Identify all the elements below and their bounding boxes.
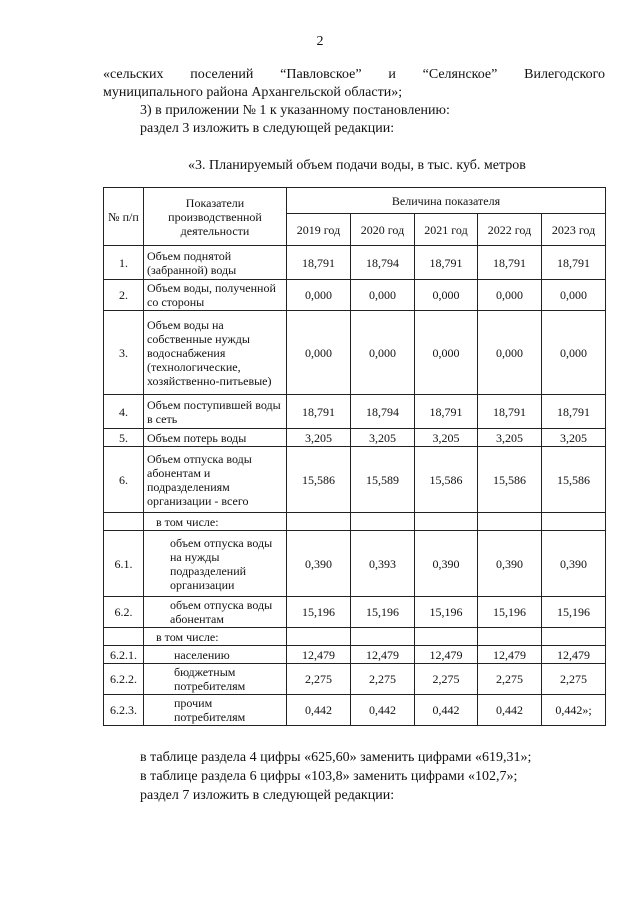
- row-value: 0,393: [351, 531, 415, 597]
- row-label: Объем воды, полученной со стороны: [144, 280, 287, 311]
- row-value: 12,479: [415, 646, 478, 664]
- table-row: [104, 311, 606, 395]
- row-value: [542, 513, 606, 531]
- row-value: 2,275: [415, 664, 478, 695]
- row-value: 0,390: [415, 531, 478, 597]
- table-row: [104, 395, 606, 429]
- row-value: 2,275: [351, 664, 415, 695]
- row-value: 2,275: [478, 664, 542, 695]
- row-number: 6.2.2.: [104, 664, 144, 695]
- table-row: [104, 664, 606, 695]
- table-row: [104, 246, 606, 280]
- row-value: [542, 628, 606, 646]
- row-value: [351, 513, 415, 531]
- row-label: Объем отпуска воды абонентам и подразделениям организации - всего: [144, 447, 287, 513]
- row-value: 0,000: [542, 280, 606, 311]
- row-value: 18,794: [351, 246, 415, 280]
- table-row: [104, 646, 606, 664]
- row-value: 3,205: [478, 429, 542, 447]
- row-value: 0,390: [542, 531, 606, 597]
- row-value: 18,791: [287, 246, 351, 280]
- row-value: 18,794: [351, 395, 415, 429]
- row-value: 0,000: [351, 280, 415, 311]
- row-value: 0,000: [478, 280, 542, 311]
- row-number: 6.2.: [104, 597, 144, 628]
- row-number: 1.: [104, 246, 144, 280]
- row-label: Объем потерь воды: [144, 429, 287, 447]
- row-value: 0,000: [287, 311, 351, 395]
- table-row: [104, 597, 606, 628]
- row-label: в том числе:: [144, 513, 287, 531]
- row-value: 15,196: [542, 597, 606, 628]
- row-number: 6.2.3.: [104, 695, 144, 726]
- row-label: Объем воды на собственные нужды водоснабжения (технологические, хозяйственно-питьевые): [144, 311, 287, 395]
- row-number: 6.1.: [104, 531, 144, 597]
- row-value: 0,442: [478, 695, 542, 726]
- row-value: 12,479: [542, 646, 606, 664]
- row-value: 15,586: [415, 447, 478, 513]
- row-value: 15,586: [287, 447, 351, 513]
- row-label: населению: [144, 646, 287, 664]
- table-row: [104, 695, 606, 726]
- row-value: 15,196: [287, 597, 351, 628]
- row-label: Объем поднятой (забранной) воды: [144, 246, 287, 280]
- row-value: [415, 513, 478, 531]
- outro-line-3: раздел 7 изложить в следующей редакции:: [140, 788, 395, 803]
- row-value: [287, 513, 351, 531]
- row-value: 3,205: [287, 429, 351, 447]
- intro-line-1: «сельских поселений “Павловское” и “Селянское” Вилегодского: [103, 67, 605, 82]
- row-value: 0,000: [542, 311, 606, 395]
- col-header-year: 2023 год: [542, 214, 606, 246]
- row-value: 12,479: [351, 646, 415, 664]
- row-value: 12,479: [478, 646, 542, 664]
- intro-line-2: муниципального района Архангельской области»;: [103, 85, 403, 100]
- table-row: [104, 447, 606, 513]
- row-label: прочим потребителям: [144, 695, 287, 726]
- row-label: в том числе:: [144, 628, 287, 646]
- table-row: [104, 429, 606, 447]
- row-value: 18,791: [478, 246, 542, 280]
- table-row: [104, 280, 606, 311]
- row-value: 0,000: [415, 280, 478, 311]
- row-number: [104, 628, 144, 646]
- page-number: 2: [316, 34, 324, 49]
- row-value: 0,390: [478, 531, 542, 597]
- row-number: 5.: [104, 429, 144, 447]
- row-value: 15,196: [478, 597, 542, 628]
- row-value: 18,791: [415, 246, 478, 280]
- intro-line-3: 3) в приложении № 1 к указанному постановлению:: [140, 103, 450, 118]
- row-value: [415, 628, 478, 646]
- col-header-num: № п/п: [104, 188, 144, 246]
- row-label: бюджетным потребителям: [144, 664, 287, 695]
- col-header-value: Величина показателя: [287, 188, 606, 214]
- row-value: 3,205: [542, 429, 606, 447]
- col-header-year: 2019 год: [287, 214, 351, 246]
- intro-line-4: раздел 3 изложить в следующей редакции:: [140, 121, 395, 136]
- table-row: [104, 513, 606, 531]
- outro-line-1: в таблице раздела 4 цифры «625,60» заменить цифрами «619,31»;: [140, 750, 532, 765]
- row-value: 18,791: [287, 395, 351, 429]
- row-value: 15,586: [478, 447, 542, 513]
- row-value: 2,275: [542, 664, 606, 695]
- outro-line-2: в таблице раздела 6 цифры «103,8» заменить цифрами «102,7»;: [140, 769, 518, 784]
- row-value: 18,791: [478, 395, 542, 429]
- section-heading: «3. Планируемый объем подачи воды, в тыс. куб. метров: [188, 158, 526, 173]
- water-volume-table: [103, 187, 606, 726]
- row-value: 15,196: [351, 597, 415, 628]
- row-value: 0,390: [287, 531, 351, 597]
- row-value: 0,000: [415, 311, 478, 395]
- row-value: 0,000: [287, 280, 351, 311]
- row-value: 15,589: [351, 447, 415, 513]
- col-header-indicator: Показатели производственной деятельности: [144, 188, 287, 246]
- row-value: [478, 513, 542, 531]
- col-header-year: 2021 год: [415, 214, 478, 246]
- row-number: [104, 513, 144, 531]
- row-label: объем отпуска воды абонентам: [144, 597, 287, 628]
- row-value: [287, 628, 351, 646]
- row-value: 12,479: [287, 646, 351, 664]
- row-value: 0,442: [351, 695, 415, 726]
- row-value: 3,205: [415, 429, 478, 447]
- col-header-year: 2022 год: [478, 214, 542, 246]
- row-value: 0,000: [351, 311, 415, 395]
- row-number: 6.2.1.: [104, 646, 144, 664]
- row-value: 18,791: [542, 246, 606, 280]
- row-value: 15,586: [542, 447, 606, 513]
- row-number: 2.: [104, 280, 144, 311]
- row-value: 3,205: [351, 429, 415, 447]
- row-value: 15,196: [415, 597, 478, 628]
- row-number: 3.: [104, 311, 144, 395]
- row-number: 4.: [104, 395, 144, 429]
- row-value: [478, 628, 542, 646]
- row-value: 0,442»;: [542, 695, 606, 726]
- row-value: [351, 628, 415, 646]
- table-row: [104, 531, 606, 597]
- row-value: 0,000: [478, 311, 542, 395]
- table-row: [104, 628, 606, 646]
- row-number: 6.: [104, 447, 144, 513]
- row-label: объем отпуска воды на нужды подразделений организации: [144, 531, 287, 597]
- row-value: 2,275: [287, 664, 351, 695]
- row-value: 0,442: [287, 695, 351, 726]
- row-label: Объем поступившей воды в сеть: [144, 395, 287, 429]
- col-header-year: 2020 год: [351, 214, 415, 246]
- row-value: 18,791: [415, 395, 478, 429]
- row-value: 18,791: [542, 395, 606, 429]
- row-value: 0,442: [415, 695, 478, 726]
